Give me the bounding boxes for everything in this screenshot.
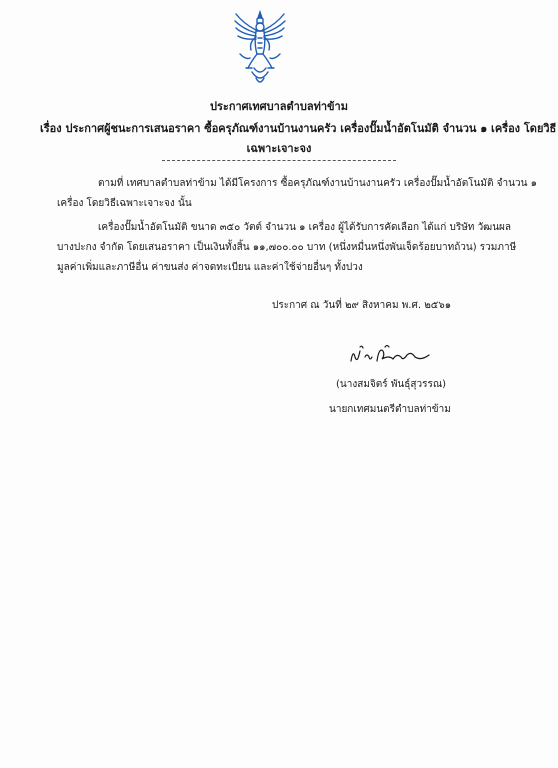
paragraph-2-line-1: เครื่องปั๊มน้ำอัตโนมัติ ขนาด ๓๕๐ วัตต์ จำนวน ๑ เครื่อง ผู้ได้รับการคัดเลือก ได้แก่ บริษัท วัฒนผล xyxy=(98,222,512,233)
document-subject-continued: เฉพาะเจาะจง xyxy=(246,142,312,155)
garuda-emblem-icon xyxy=(232,10,288,90)
paragraph-1-line-2: เครื่อง โดยวิธีเฉพาะเจาะจง นั้น xyxy=(57,198,192,209)
paragraph-1-line-1: ตามที่ เทศบาลตำบลท่าข้าม ได้มีโครงการ ซื้อครุภัณฑ์งานบ้านงานครัว เครื่องปั๊มน้ำอัตโนมัติ จำนวน ๑ xyxy=(98,178,537,189)
announcement-date: ประกาศ ณ วันที่ ๒๙ สิงหาคม พ.ศ. ๒๕๖๑ xyxy=(272,300,452,311)
separator-line xyxy=(162,160,396,161)
signer-name: (นางสมจิตร์ พันธุ์สุวรรณ) xyxy=(336,379,447,390)
paragraph-2-line-2: บางปะกง จำกัด โดยเสนอราคา เป็นเงินทั้งสิ้น ๑๑,๗๐๐.๐๐ บาท (หนึ่งหมื่นหนึ่งพันเจ็ดร้อยบาทถ้วน) รวมภาษี xyxy=(57,242,517,253)
signer-title: นายกเทศมนตรีตำบลท่าข้าม xyxy=(329,404,451,415)
document-title: ประกาศเทศบาลตำบลท่าข้าม xyxy=(210,100,348,113)
document-subject: เรื่อง ประกาศผู้ชนะการเสนอราคา ซื้อครุภัณฑ์งานบ้านงานครัว เครื่องปั๊มน้ำอัตโนมัติ จำนวน ๑ เครื่อง โดยวิธี xyxy=(40,122,557,135)
paragraph-2-line-3: มูลค่าเพิ่มและภาษีอื่น ค่าขนส่ง ค่าจดทะเบียน และค่าใช้จ่ายอื่นๆ ทั้งปวง xyxy=(57,262,363,273)
handwritten-signature xyxy=(345,343,435,369)
